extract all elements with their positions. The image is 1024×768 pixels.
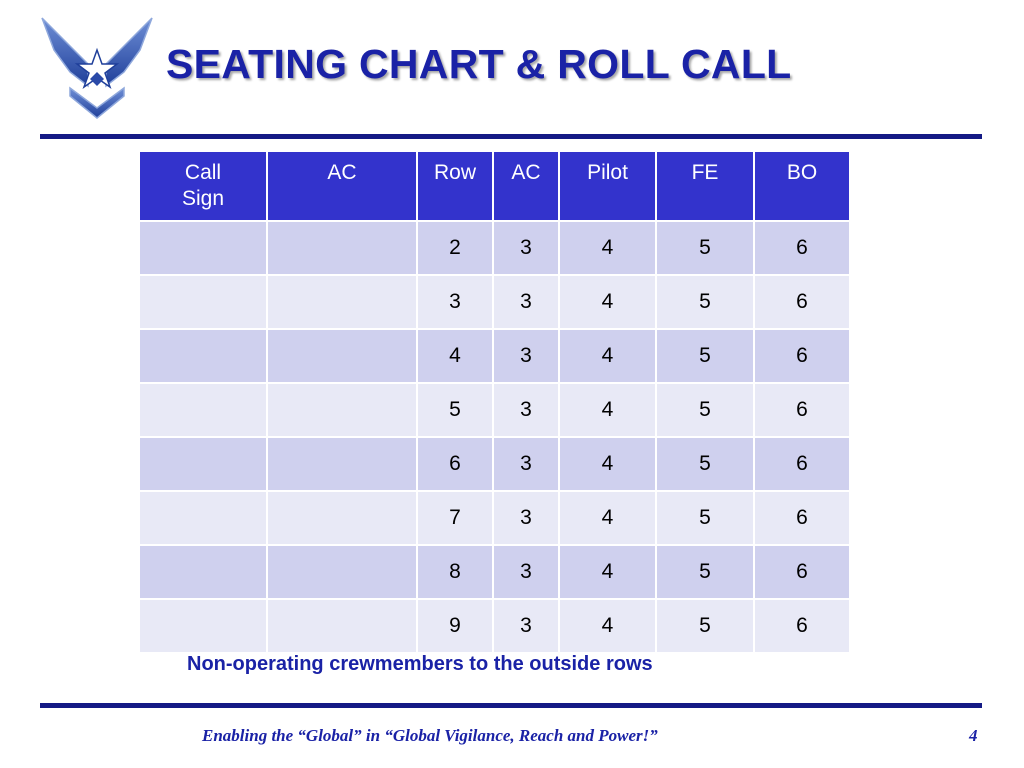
table-cell: 3 xyxy=(493,329,559,383)
table-cell xyxy=(139,491,267,545)
table-cell: 6 xyxy=(754,545,850,599)
table-cell: 6 xyxy=(754,491,850,545)
table-cell: 8 xyxy=(417,545,493,599)
table-cell: 3 xyxy=(493,545,559,599)
table-cell: 3 xyxy=(493,221,559,275)
table-header-row xyxy=(139,151,850,221)
table-cell: 6 xyxy=(754,383,850,437)
page-number: 4 xyxy=(969,726,978,745)
seating-chart-table xyxy=(138,150,851,654)
table-cell xyxy=(267,329,417,383)
table-row xyxy=(139,437,850,491)
column-header-text: Call xyxy=(184,161,222,184)
footer-tagline: Enabling the “Global” in “Global Vigilance, Reach and Power!” xyxy=(202,726,658,745)
page-title: SEATING CHART & ROLL CALL xyxy=(166,41,792,87)
table-cell: 6 xyxy=(754,599,850,653)
table-cell: 5 xyxy=(656,491,754,545)
column-header-text: BO xyxy=(786,161,818,184)
column-header-fe xyxy=(656,151,754,221)
table-row xyxy=(139,599,850,653)
table-cell: 3 xyxy=(493,491,559,545)
table-cell xyxy=(139,221,267,275)
table-cell: 4 xyxy=(559,329,656,383)
table-cell: 5 xyxy=(417,383,493,437)
table-cell: 3 xyxy=(493,275,559,329)
table-cell xyxy=(139,383,267,437)
table-cell: 5 xyxy=(656,545,754,599)
table-cell: 4 xyxy=(559,437,656,491)
column-header-pilot xyxy=(559,151,656,221)
table-row xyxy=(139,383,850,437)
column-header-call-sign xyxy=(139,151,267,221)
table-cell: 5 xyxy=(656,275,754,329)
table-cell: 5 xyxy=(656,383,754,437)
table-row xyxy=(139,545,850,599)
table-cell xyxy=(267,545,417,599)
table-cell: 6 xyxy=(754,275,850,329)
column-header-ac xyxy=(267,151,417,221)
table-cell: 4 xyxy=(559,545,656,599)
table-cell: 4 xyxy=(559,383,656,437)
table-cell xyxy=(139,437,267,491)
table-cell xyxy=(267,275,417,329)
table-cell: 9 xyxy=(417,599,493,653)
table-row xyxy=(139,329,850,383)
air-force-symbol-icon xyxy=(40,16,154,120)
table-cell: 4 xyxy=(559,599,656,653)
table-cell: 5 xyxy=(656,437,754,491)
table-cell: 4 xyxy=(417,329,493,383)
column-header-bo xyxy=(754,151,850,221)
column-header-text: FE xyxy=(691,161,719,184)
table-cell xyxy=(267,437,417,491)
table-cell: 3 xyxy=(493,383,559,437)
table-cell: 4 xyxy=(559,275,656,329)
table-cell: 6 xyxy=(754,221,850,275)
seating-note: Non-operating crewmembers to the outside rows xyxy=(187,653,653,675)
table-row xyxy=(139,221,850,275)
column-header-text: Row xyxy=(433,161,476,184)
table-cell xyxy=(267,383,417,437)
table-cell: 3 xyxy=(417,275,493,329)
table-cell xyxy=(139,599,267,653)
column-header-text: AC xyxy=(511,161,541,184)
table-cell xyxy=(267,491,417,545)
table-cell: 6 xyxy=(754,329,850,383)
column-header-text: Sign xyxy=(181,187,225,210)
table-row xyxy=(139,491,850,545)
table-cell: 3 xyxy=(493,599,559,653)
table-cell: 5 xyxy=(656,599,754,653)
header-divider xyxy=(40,134,982,139)
column-header-text: Pilot xyxy=(587,161,628,184)
table-cell: 6 xyxy=(417,437,493,491)
table-cell: 2 xyxy=(417,221,493,275)
table-row xyxy=(139,275,850,329)
table-cell xyxy=(139,545,267,599)
table-cell xyxy=(139,275,267,329)
column-header-ac-2 xyxy=(493,151,559,221)
column-header-row xyxy=(417,151,493,221)
table-cell: 4 xyxy=(559,491,656,545)
table-cell: 5 xyxy=(656,221,754,275)
footer-divider xyxy=(40,703,982,708)
table-cell: 3 xyxy=(493,437,559,491)
table-cell: 6 xyxy=(754,437,850,491)
table-cell: 5 xyxy=(656,329,754,383)
table-cell: 4 xyxy=(559,221,656,275)
table-cell xyxy=(267,221,417,275)
table-cell xyxy=(267,599,417,653)
table-cell: 7 xyxy=(417,491,493,545)
column-header-text: AC xyxy=(327,161,357,184)
table-cell xyxy=(139,329,267,383)
